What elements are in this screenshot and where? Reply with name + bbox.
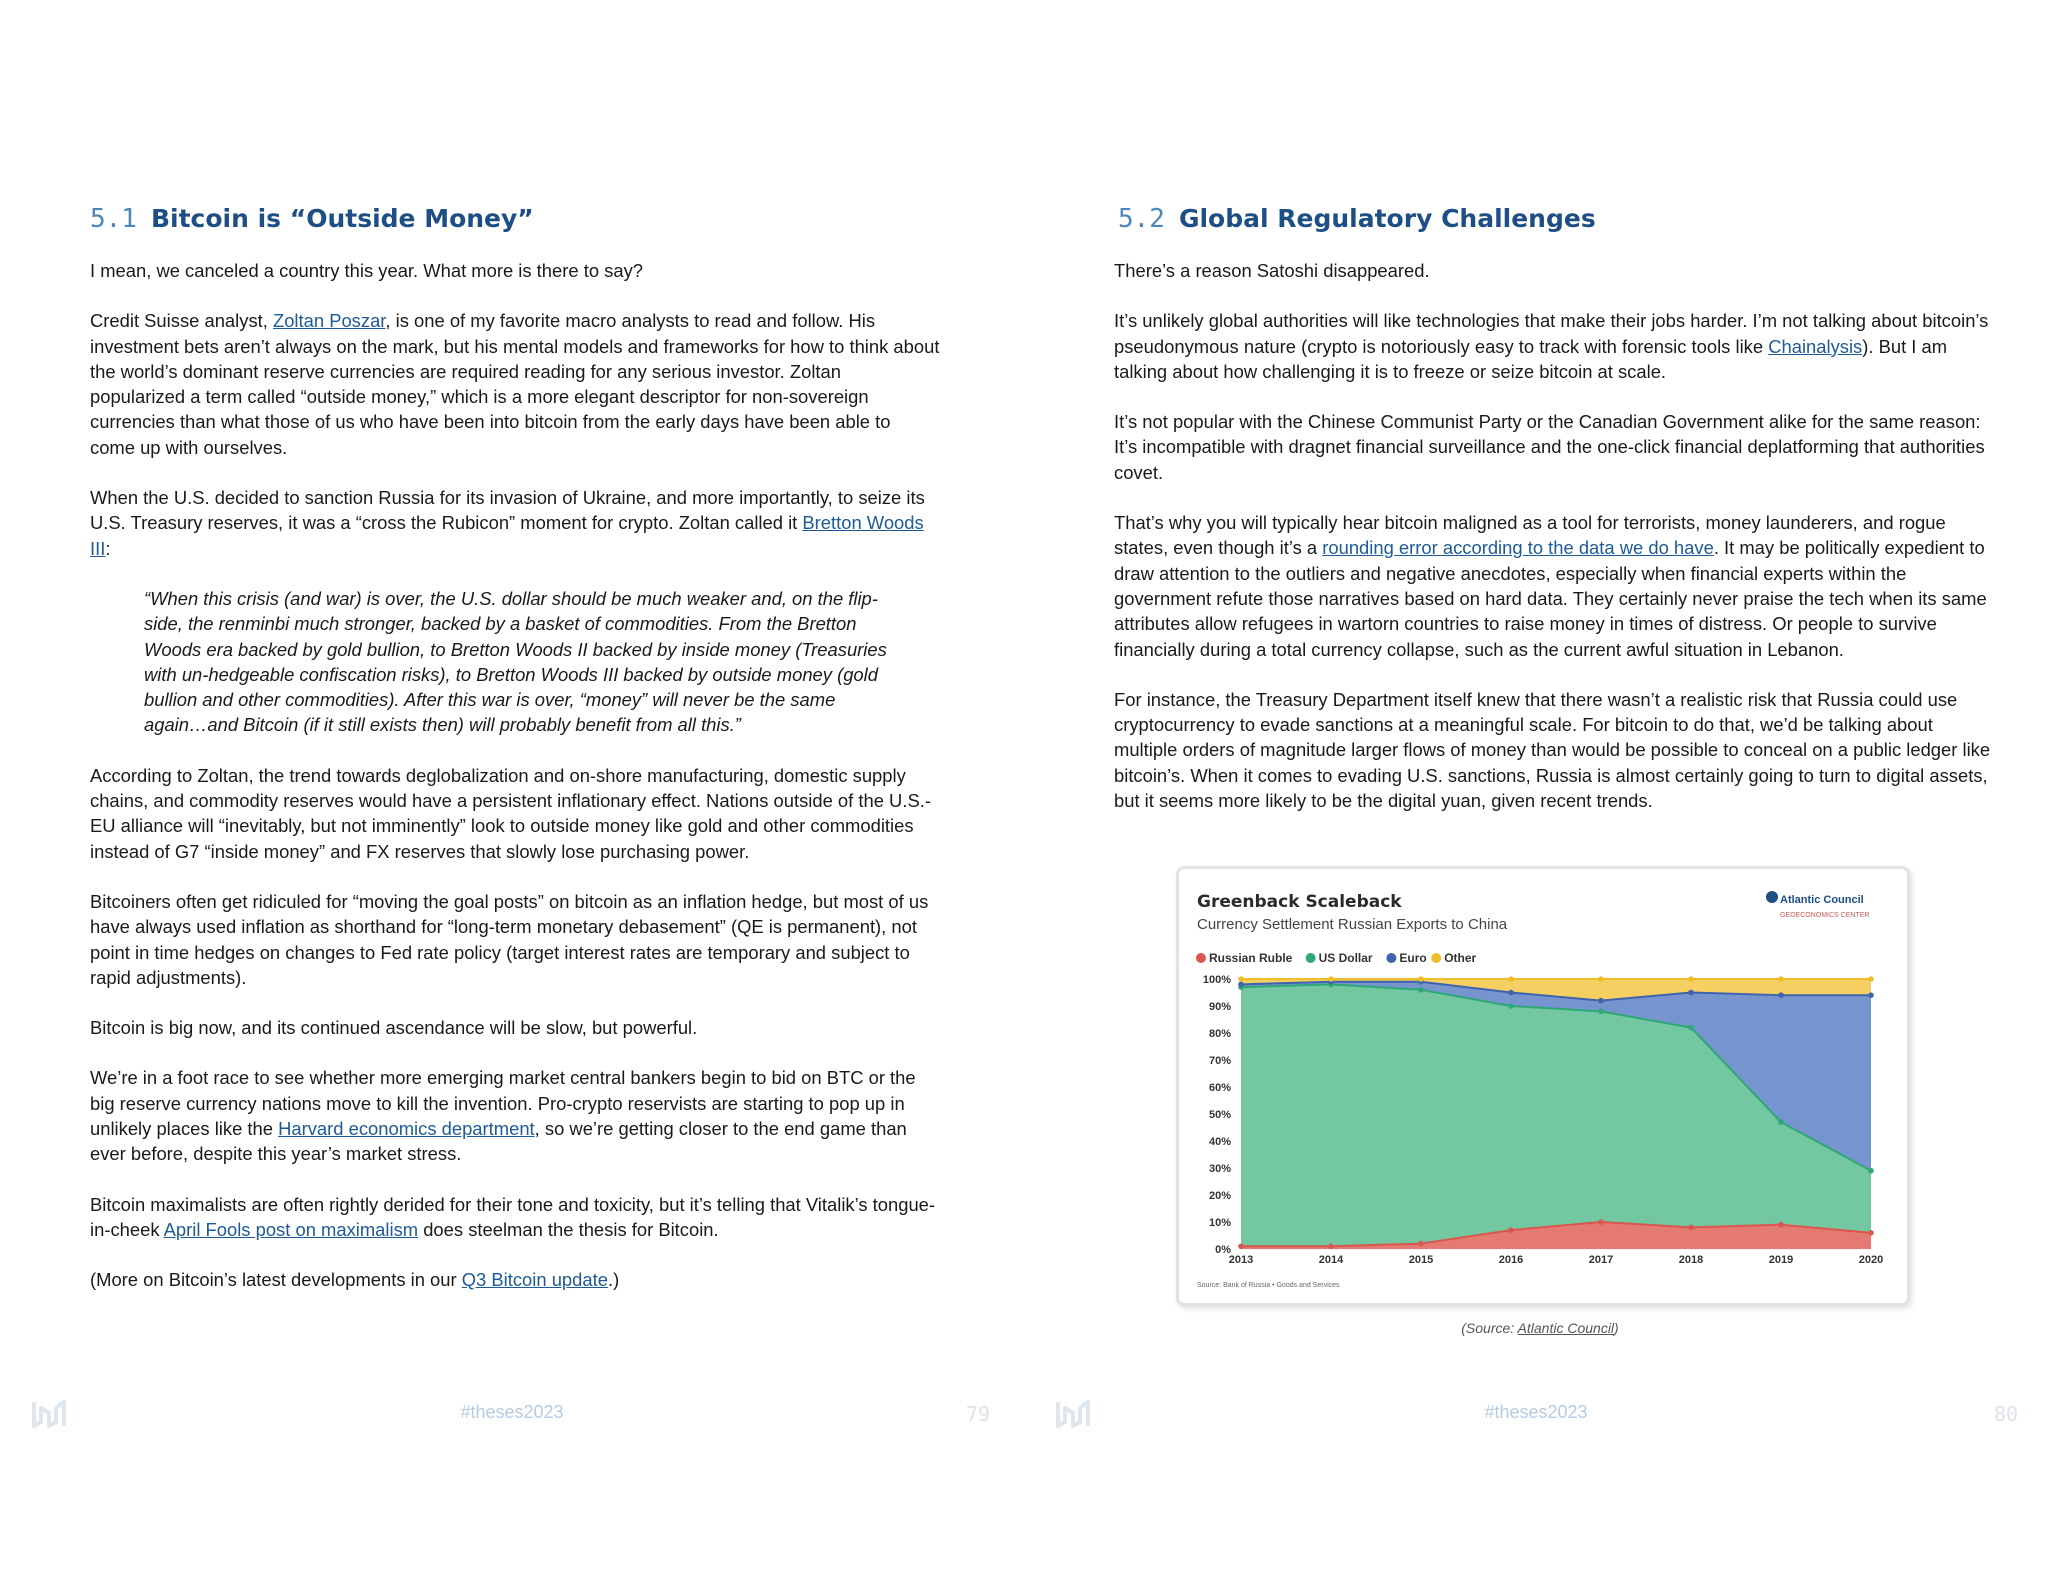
data-point [1778, 992, 1784, 998]
data-point [1868, 1168, 1874, 1174]
text: Bitcoin is big now, and its continued ascendance will be slow, but powerful. [90, 1017, 698, 1039]
chart-brand: Atlantic Council [1780, 894, 1864, 906]
data-point [1328, 976, 1334, 982]
legend-label: Other [1444, 951, 1477, 965]
link-chainalysis[interactable]: Chainalysis [1768, 335, 1863, 357]
section-heading [90, 204, 534, 234]
data-point [1688, 976, 1694, 982]
data-point [1598, 976, 1604, 982]
x-tick-label: 2015 [1408, 1254, 1434, 1266]
data-point [1418, 976, 1424, 982]
y-tick-label: 70% [1208, 1055, 1231, 1067]
data-point [1508, 976, 1514, 982]
link-atlantic-council[interactable]: Atlantic Council [1517, 1320, 1615, 1336]
text: Bitcoin maximalists are often rightly derided for their tone and toxicity, but it’s telling that Vitalik’s tongue-in-cheek [90, 1193, 936, 1240]
paragraph [90, 1192, 940, 1243]
text: , so we’re getting closer to the end game than ever before, despite this year’s market stress. [90, 1118, 907, 1165]
x-tick-label: 2016 [1498, 1254, 1524, 1266]
data-point [1688, 1225, 1694, 1231]
chart-card [1176, 866, 1910, 1306]
data-point [1598, 1219, 1604, 1225]
paragraph [90, 889, 940, 990]
y-tick-label: 40% [1208, 1136, 1231, 1148]
data-point [1778, 1119, 1784, 1125]
y-axis [1203, 974, 1231, 1256]
paragraph [90, 1065, 940, 1166]
x-tick-label: 2014 [1318, 1254, 1344, 1266]
data-point [1688, 990, 1694, 996]
section-title: Global Regulatory Challenges [1178, 204, 1596, 233]
paragraph [1114, 687, 1994, 813]
link-harvard-economics[interactable]: Harvard economics department [278, 1118, 535, 1140]
legend-label: US Dollar [1318, 951, 1373, 965]
data-point [1238, 982, 1244, 988]
legend-label: Russian Ruble [1209, 951, 1293, 965]
link-april-fools-post[interactable]: April Fools post on maximalism [163, 1218, 419, 1240]
data-point [1418, 987, 1424, 993]
paragraph [1114, 510, 1994, 662]
data-point [1688, 1025, 1694, 1031]
data-point [1238, 976, 1244, 982]
page-right [1024, 0, 2048, 1582]
stacked-area-chart [1179, 869, 1907, 1303]
y-tick-label: 80% [1208, 1028, 1231, 1040]
link-rounding-error[interactable]: rounding error according to the data we do have [1322, 537, 1714, 559]
x-tick-label: 2020 [1858, 1254, 1884, 1266]
data-point [1598, 998, 1604, 1004]
y-tick-label: 30% [1208, 1163, 1231, 1175]
y-tick-label: 90% [1208, 1001, 1231, 1013]
page-number: 80 [1994, 1402, 2019, 1426]
chart-subtitle: Currency Settlement Russian Exports to China [1197, 916, 1508, 933]
x-axis [1229, 1254, 1883, 1266]
chart-areas [1241, 979, 1871, 1249]
footer-hashtag: #theses2023 [1484, 1402, 1588, 1422]
text: , is one of my favorite macro analysts to read and follow. His investment bets aren’t always on the mark, but his mental models and frameworks for how to think about the world’s dominant reserve currencies are required reading for any serious investor. Zoltan popularized a term called “outside money,” which is a more elegant descriptor for non-sovereign currencies than what those of us who have been into bitcoin from the early days have been able to come up with ourselves. [90, 310, 940, 458]
chart-caption [1176, 1320, 1904, 1336]
y-tick-label: 100% [1202, 974, 1231, 986]
data-point [1598, 1009, 1604, 1015]
text: . It may be politically expedient to draw attention to the outliers and negative anecdotes, especially when financial experts within the government refute those narratives based on hard data. They certainly never praise the tech when its same attributes allow refugees in wartorn countries to raise money in times of distress. Or people to survive financially during a total currency collapse, such as the current awful situation in Lebanon. [1114, 537, 1987, 660]
text: I mean, we canceled a country this year. What more is there to say? [90, 260, 644, 281]
chart-brand-sub: GEOECONOMICS CENTER [1780, 912, 1870, 919]
footer-hashtag: #theses2023 [460, 1402, 564, 1422]
text: There’s a reason Satoshi disappeared. [1114, 260, 1430, 281]
data-point [1418, 1241, 1424, 1247]
paragraph [1114, 409, 1994, 485]
x-tick-label: 2019 [1768, 1254, 1794, 1266]
y-tick-label: 60% [1208, 1082, 1231, 1094]
paragraph [90, 258, 940, 283]
text: ). But I am talking about how challenging it is to freeze or seize bitcoin at scale. [1114, 335, 1948, 382]
block-quote: “When this crisis (and war) is over, the U.S. dollar should be much weaker and, on the flip-side, the renminbi much stronger, backed by a basket of commodities. From the Bretton Woods era backed by gold bullion, to Bretton Woods II backed by inside money (Treasuries with un-hedgeable confiscation risks), to Bretton Woods III backed by outside money (gold bullion and other commodities). After this war is over, “money” will never be the same again…and Bitcoin (if it still exists then) will probably benefit from all this.” [144, 587, 887, 736]
text: It’s unlikely global authorities will like technologies that make their jobs harder. I’m not talking about bitcoin’s pseudonymous nature (crypto is notoriously easy to track with forensic tools like [1114, 310, 1989, 357]
link-zoltan-poszar[interactable]: Zoltan Poszar [272, 310, 386, 332]
text: (More on Bitcoin’s latest developments in our [90, 1269, 462, 1291]
section-title: Bitcoin is “Outside Money” [150, 204, 534, 233]
text: Bitcoiners often get ridiculed for “moving the goal posts” on bitcoin as an inflation hedge, but most of us have always used inflation as shorthand for “long-term monetary debasement” (QE is permanent), not point in time hedges on changes to Fed rate policy (target interest rates are temporary and subject to rapid adjustments). [90, 890, 929, 988]
legend-swatch [1386, 953, 1396, 963]
text: : [105, 537, 111, 559]
y-tick-label: 10% [1208, 1217, 1231, 1229]
chart-legend [1196, 951, 1477, 965]
text: We’re in a foot race to see whether more emerging market central bankers begin to bid on BTC or the big reserve currency nations move to kill the invention. Pro-crypto reservists are starting to pop up in unlikely places like the [90, 1067, 916, 1140]
text: It’s not popular with the Chinese Communist Party or the Canadian Government alike for the same reason: It’s incompatible with dragnet financial surveillance and the one-click financial deplatforming that authorities covet. [1114, 411, 1985, 483]
data-point [1508, 1227, 1514, 1233]
link-q3-bitcoin-update[interactable]: Q3 Bitcoin update [461, 1269, 608, 1291]
data-point [1868, 976, 1874, 982]
atlantic-council-globe-icon [1766, 891, 1778, 903]
data-point [1778, 1222, 1784, 1228]
y-tick-label: 50% [1208, 1109, 1231, 1121]
text: For instance, the Treasury Department itself knew that there wasn’t a realistic risk that Russia could use cryptocurrency to evade sanctions at a meaningful scale. For bitcoin to do that, we’d be talking about multiple orders of magnitude larger flows of money than would be possible to conceal on a public ledger like bitcoin’s. When it comes to evading U.S. sanctions, Russia is almost certainly going to turn to digital assets, but it seems more likely to be the digital yuan, given recent trends. [1114, 688, 1991, 812]
body-text [1114, 258, 1994, 838]
text: Credit Suisse analyst, [90, 310, 273, 332]
text: According to Zoltan, the trend towards deglobalization and on-shore manufacturing, domestic supply chains, and commodity reserves would have a persistent inflationary effect. Nations outside of the U.S.-EU alliance will “inevitably, but not imminently” look to outside money like gold and other commodities instead of G7 “inside money” and FX reserves that slowly lose purchasing power. [90, 764, 931, 862]
text: does steelman the thesis for Bitcoin. [418, 1218, 719, 1240]
link-bretton-woods-iii[interactable]: Bretton Woods III [90, 512, 924, 559]
chart-source: Source: Bank of Russia • Goods and Services [1197, 1282, 1340, 1289]
legend-swatch [1431, 953, 1441, 963]
data-point [1508, 990, 1514, 996]
data-point [1238, 1244, 1244, 1250]
paragraph [1114, 258, 1994, 283]
text: ) [1614, 1320, 1619, 1336]
legend-swatch [1306, 953, 1316, 963]
text: When the U.S. decided to sanction Russia for its invasion of Ukraine, and more importantly, to seize its U.S. Treasury reserves, it was a “cross the Rubicon” moment for crypto. Zoltan called it [90, 487, 925, 534]
paragraph [90, 763, 940, 864]
y-tick-label: 20% [1208, 1190, 1231, 1202]
data-point [1868, 1230, 1874, 1236]
text: (Source: [1461, 1320, 1518, 1336]
page-number: 79 [966, 1402, 991, 1426]
text: That’s why you will typically hear bitcoin maligned as a tool for terrorists, money launderers, and rogue states, even though it’s a [1114, 512, 1946, 559]
x-tick-label: 2013 [1228, 1254, 1254, 1266]
text: .) [607, 1269, 620, 1291]
data-point [1868, 992, 1874, 998]
paragraph [1114, 308, 1994, 384]
x-tick-label: 2018 [1678, 1254, 1704, 1266]
section-heading [1118, 204, 1596, 234]
y-tick-label: 0% [1215, 1244, 1231, 1256]
data-point [1328, 1244, 1334, 1250]
chart-title: Greenback Scaleback [1197, 892, 1402, 912]
legend-swatch [1196, 953, 1206, 963]
x-tick-label: 2017 [1588, 1254, 1614, 1266]
data-point [1778, 976, 1784, 982]
data-point [1508, 1003, 1514, 1009]
section-number: 5.1 [90, 204, 137, 234]
body-text [90, 258, 940, 1318]
paragraph [90, 1015, 940, 1040]
paragraph [90, 308, 940, 460]
legend-label: Euro [1399, 951, 1427, 965]
paragraph [90, 1267, 940, 1292]
section-number: 5.2 [1118, 204, 1165, 234]
paragraph [90, 485, 940, 561]
